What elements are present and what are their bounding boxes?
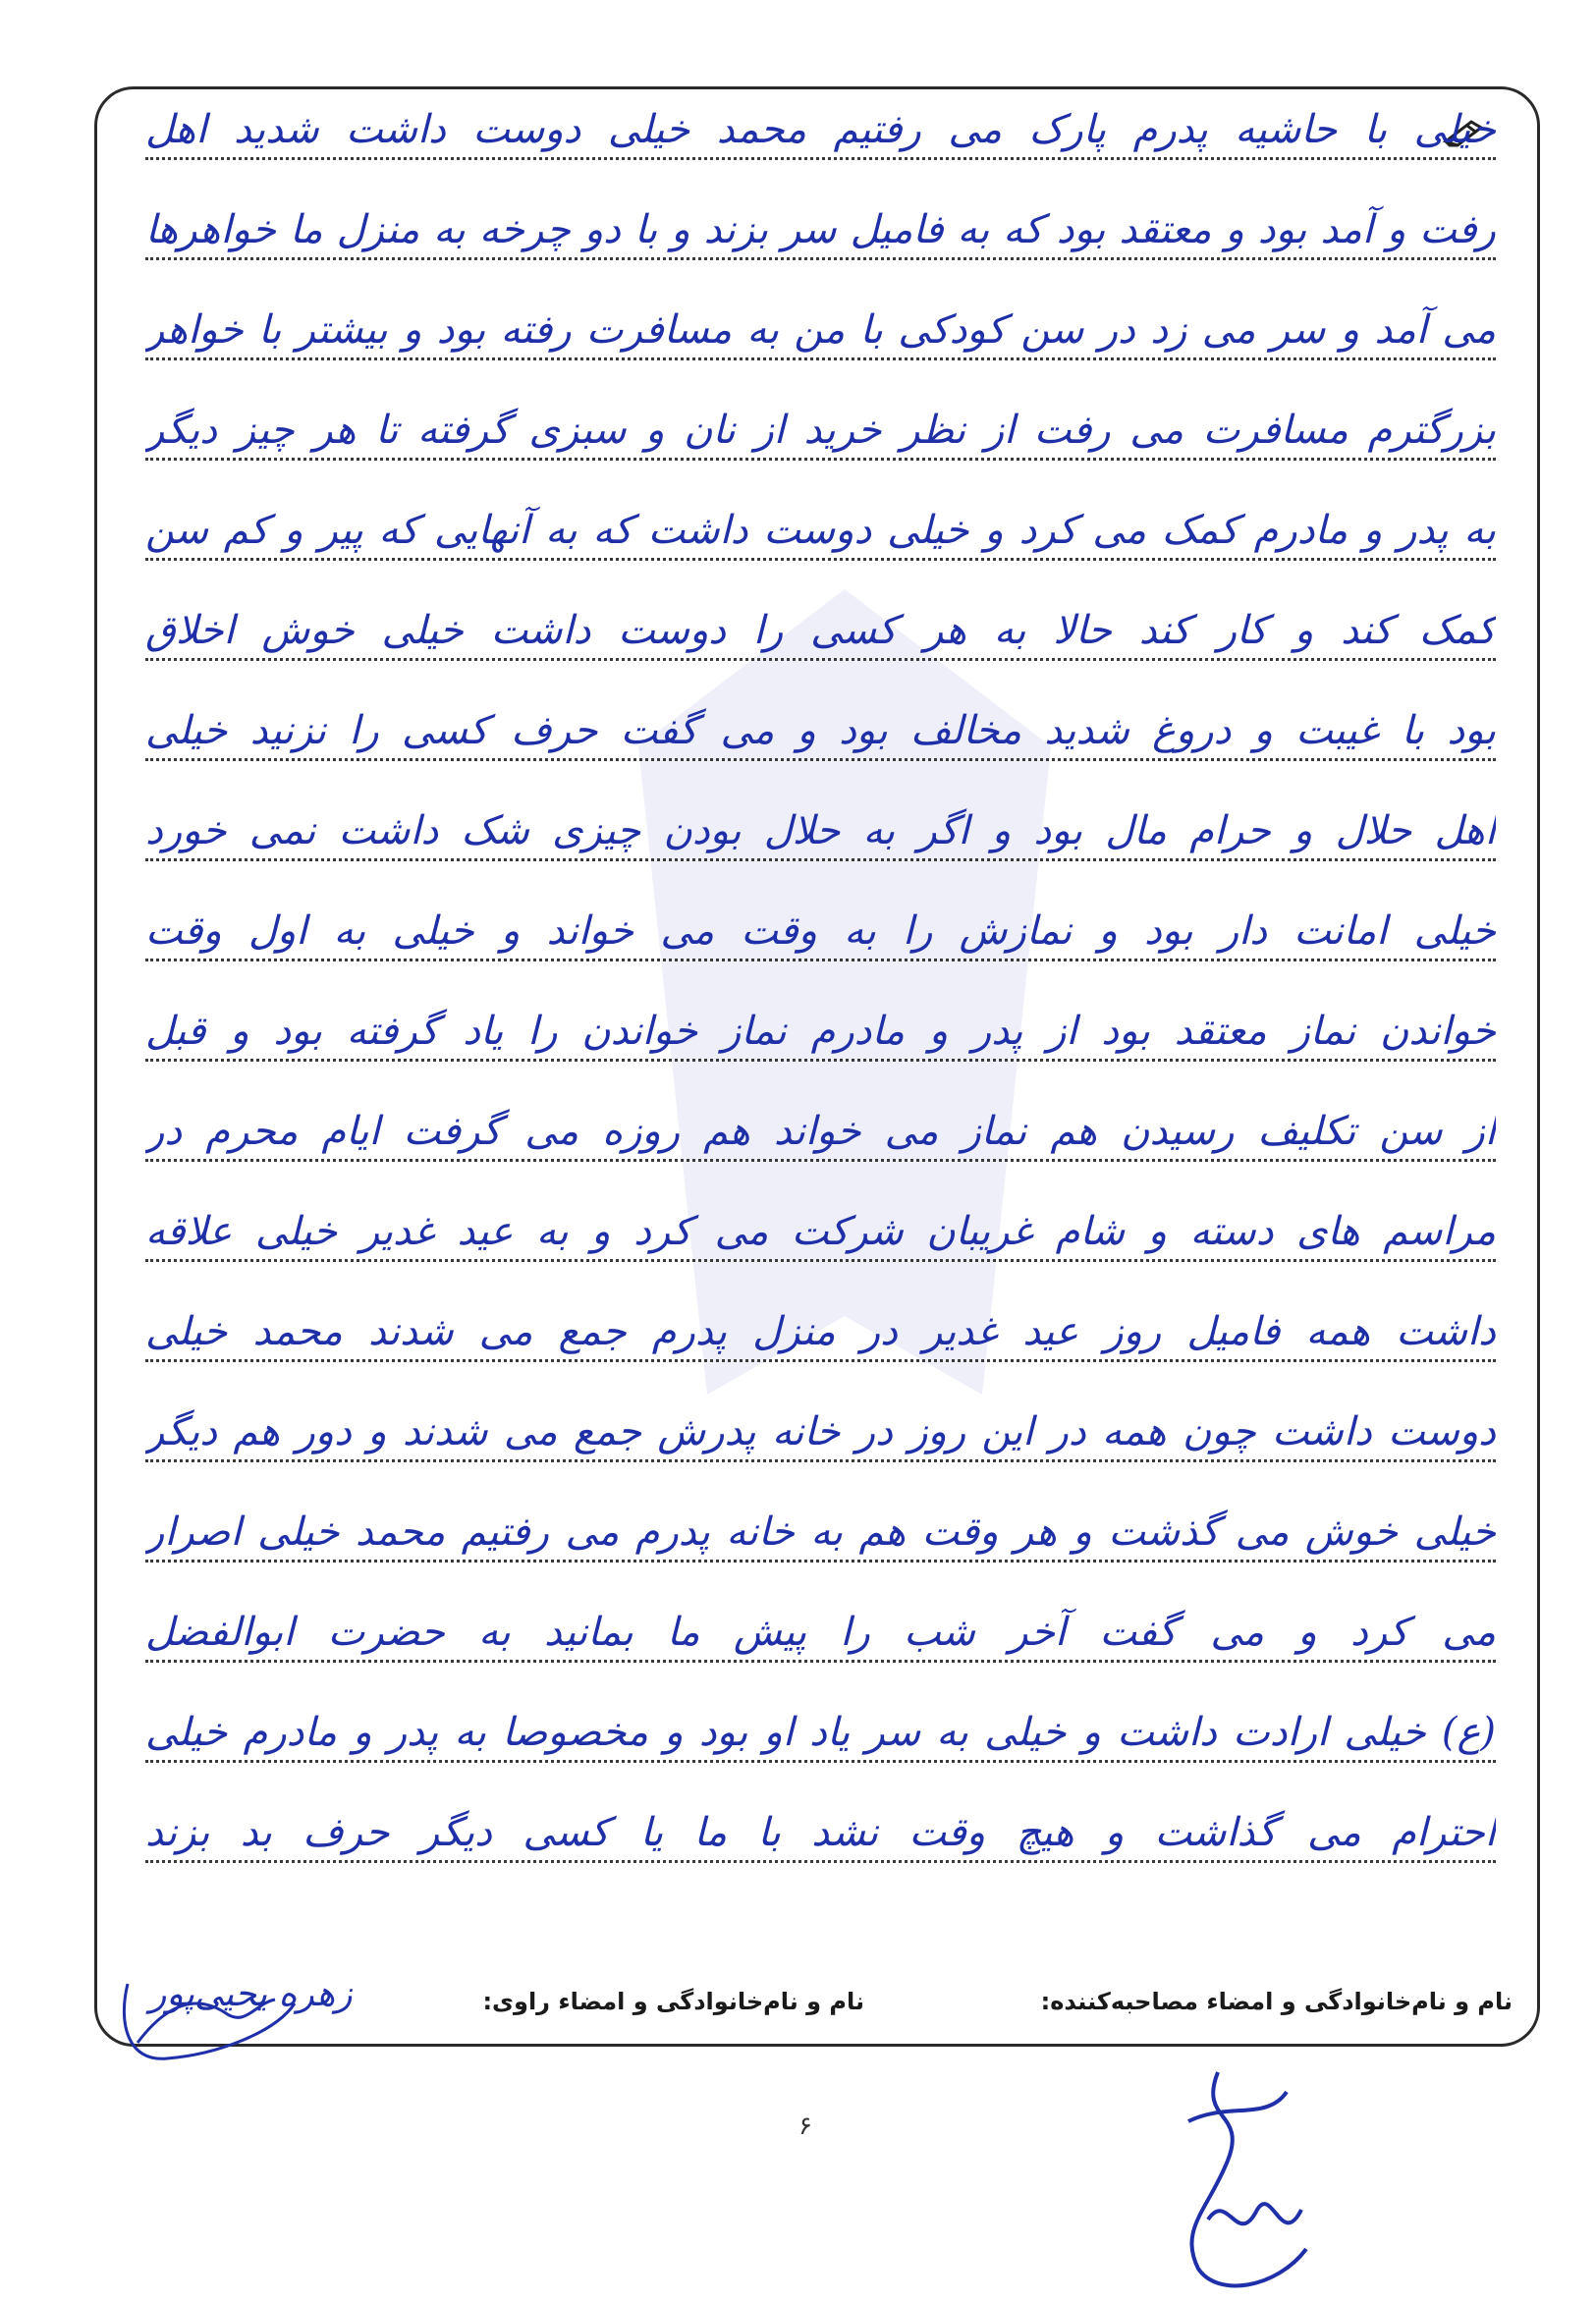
- handwritten-line: داشت همه فامیل روز عید غدیر در منزل پدرم جمع می شدند محمد خیلی: [145, 1309, 1496, 1354]
- handwritten-line: بود با غیبت و دروغ شدید مخالف بود و می گفت حرف کسی را نزنید خیلی: [145, 708, 1496, 753]
- handwritten-line: بزرگترم مسافرت می رفت از نظر خرید از نان و سبزی گرفته تا هر چیز دیگر: [145, 408, 1496, 453]
- handwritten-line: می آمد و سر می زد در سن کودکی با من به مسافرت رفته بود و بیشتر با خواهر: [145, 307, 1496, 353]
- interviewer-signature-label: نام و نام‌خانوادگی و امضاء مصاحبه‌کننده:: [1040, 1988, 1513, 2015]
- handwritten-line: رفت و آمد بود و معتقد بود که به فامیل سر بزند و با دو چرخه به منزل ما خواهرها: [145, 207, 1496, 252]
- handwritten-line: خواندن نماز معتقد بود از پدر و مادرم نماز خواندن را یاد گرفته بود و قبل: [145, 1009, 1496, 1054]
- signature-footer: [118, 1974, 1513, 2029]
- handwritten-line: احترام می گذاشت و هیچ وقت نشد با ما یا کسی دیگر حرف بد بزند: [145, 1810, 1496, 1855]
- handwritten-line: مراسم های دسته و شام غریبان شرکت می کرد و به عید غدیر خیلی علاقه: [145, 1209, 1496, 1254]
- handwritten-body: [145, 0, 1496, 2303]
- handwritten-line: کمک کند و کار کند حالا به هر کسی را دوست داشت خیلی خوش اخلاق: [145, 608, 1496, 653]
- handwritten-line: از سن تکلیف رسیدن هم نماز می خواند هم روزه می گرفت ایام محرم در: [145, 1109, 1496, 1154]
- handwritten-line: خیلی خوش می گذشت و هر وقت هم به خانه پدرم می رفتیم محمد خیلی اصرار: [145, 1509, 1496, 1555]
- handwritten-line: می کرد و می گفت آخر شب را پیش ما بمانید به حضرت ابوالفضل: [145, 1610, 1496, 1655]
- handwritten-line: دوست داشت چون همه در این روز در خانه پدرش جمع می شدند و دور هم دیگر: [145, 1409, 1496, 1454]
- narrator-signature-label: نام و نام‌خانوادگی و امضاء راوی:: [482, 1988, 864, 2015]
- handwritten-line: (ع) خیلی ارادت داشت و خیلی به سر یاد او بود و مخصوصا به پدر و مادرم خیلی: [145, 1710, 1496, 1755]
- handwritten-line: اهل حلال و حرام مال بود و اگر به حلال بودن چیزی شک داشت نمی خورد: [145, 808, 1496, 853]
- interviewer-signature: [1159, 2062, 1326, 2298]
- handwritten-line: به پدر و مادرم کمک می کرد و خیلی دوست داشت که به آنهایی که پیر و کم سن: [145, 508, 1496, 553]
- narrator-name: زهره یحیی‌پور: [149, 1974, 353, 2014]
- page-number: ۶: [798, 2111, 812, 2141]
- handwritten-line: خیلی با حاشیه پدرم پارک می رفتیم محمد خیلی دوست داشت شدید اهل: [145, 107, 1496, 152]
- handwritten-line: خیلی امانت دار بود و نمازش را به وقت می خواند و خیلی به اول وقت: [145, 908, 1496, 954]
- narrator-signature: [108, 1964, 304, 2072]
